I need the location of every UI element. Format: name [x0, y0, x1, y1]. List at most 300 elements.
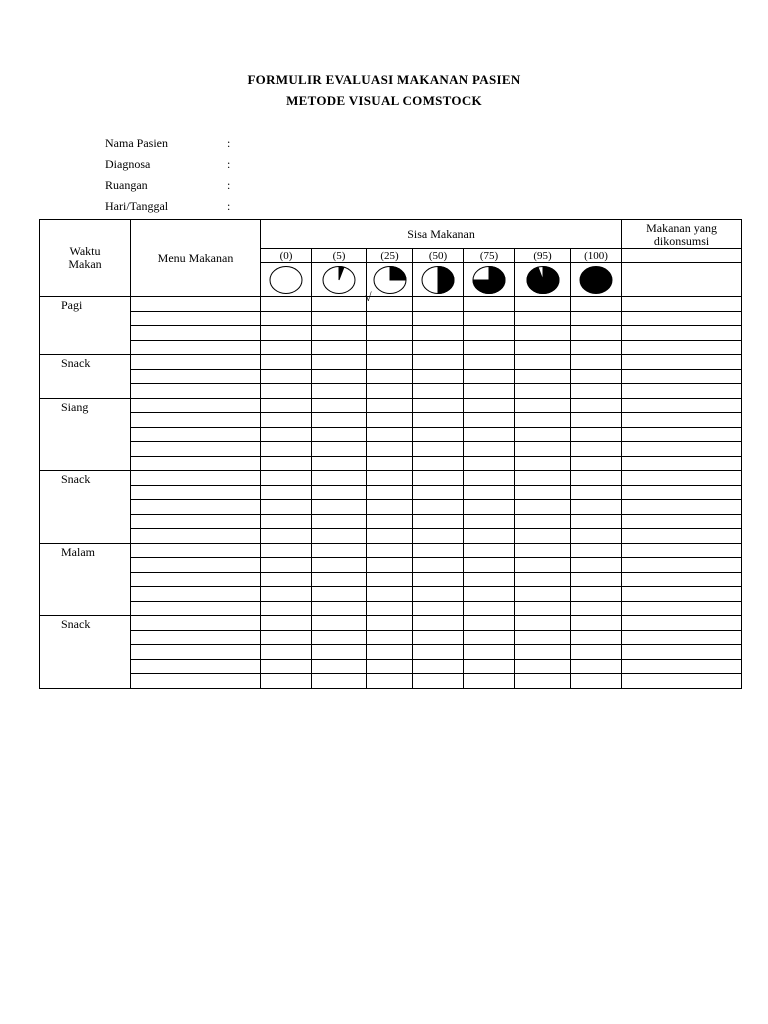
- menu-input-cell[interactable]: [131, 485, 261, 500]
- sisa-input-cell[interactable]: [312, 645, 367, 660]
- sisa-input-cell[interactable]: [261, 514, 312, 529]
- menu-input-cell[interactable]: [131, 674, 261, 689]
- sisa-input-cell[interactable]: [571, 471, 622, 486]
- menu-input-cell[interactable]: [131, 369, 261, 384]
- sisa-pie-icon: [420, 265, 456, 295]
- sisa-input-cell[interactable]: [312, 355, 367, 370]
- header-waktu-line1: Waktu: [69, 244, 101, 258]
- dikonsumsi-input-cell[interactable]: [622, 471, 742, 486]
- sisa-input-cell[interactable]: [515, 572, 571, 587]
- dikonsumsi-input-cell[interactable]: [622, 601, 742, 616]
- sisa-input-cell[interactable]: [413, 340, 464, 355]
- sisa-input-cell[interactable]: [571, 601, 622, 616]
- dikonsumsi-input-cell[interactable]: [622, 558, 742, 573]
- tick-mark: √: [365, 290, 372, 304]
- sisa-input-cell[interactable]: [413, 311, 464, 326]
- menu-input-cell[interactable]: [131, 500, 261, 515]
- sisa-input-cell[interactable]: [571, 398, 622, 413]
- sisa-input-cell[interactable]: [571, 587, 622, 602]
- sisa-input-cell[interactable]: [413, 674, 464, 689]
- table-row: [40, 558, 742, 573]
- sisa-input-cell[interactable]: [367, 355, 413, 370]
- sisa-input-cell[interactable]: [464, 427, 515, 442]
- sisa-input-cell[interactable]: [261, 630, 312, 645]
- sisa-input-cell[interactable]: [312, 326, 367, 341]
- dikonsumsi-input-cell[interactable]: [622, 384, 742, 399]
- table-row: [40, 514, 742, 529]
- sisa-input-cell[interactable]: [367, 384, 413, 399]
- sisa-input-cell[interactable]: [571, 659, 622, 674]
- sisa-input-cell[interactable]: [312, 630, 367, 645]
- patient-info-colon: :: [227, 157, 231, 171]
- sisa-input-cell[interactable]: [464, 297, 515, 312]
- sisa-input-cell[interactable]: [515, 674, 571, 689]
- sisa-input-cell[interactable]: [571, 340, 622, 355]
- meal-time-label: Pagi: [61, 298, 83, 312]
- sisa-input-cell[interactable]: [261, 340, 312, 355]
- sisa-input-cell[interactable]: [464, 413, 515, 428]
- sisa-input-cell[interactable]: [413, 630, 464, 645]
- header-dikonsumsi: [622, 220, 742, 249]
- sisa-input-cell[interactable]: [515, 529, 571, 544]
- pie-filled: [580, 266, 612, 293]
- sisa-input-cell[interactable]: [515, 369, 571, 384]
- sisa-input-cell[interactable]: [413, 297, 464, 312]
- sisa-input-cell[interactable]: [464, 630, 515, 645]
- sisa-input-cell[interactable]: [515, 340, 571, 355]
- meal-time-cell: [40, 355, 131, 399]
- sisa-input-cell[interactable]: [261, 674, 312, 689]
- sisa-input-cell[interactable]: [261, 529, 312, 544]
- sisa-input-cell[interactable]: [413, 326, 464, 341]
- sisa-input-cell[interactable]: [515, 485, 571, 500]
- sisa-input-cell[interactable]: [464, 384, 515, 399]
- sisa-input-cell[interactable]: [261, 355, 312, 370]
- sisa-input-cell[interactable]: [367, 311, 413, 326]
- sisa-input-cell[interactable]: [515, 630, 571, 645]
- sisa-input-cell[interactable]: [312, 543, 367, 558]
- table-row: [40, 340, 742, 355]
- sisa-input-cell[interactable]: [515, 355, 571, 370]
- dikonsumsi-input-cell[interactable]: [622, 543, 742, 558]
- sisa-level-label: (0): [261, 249, 312, 263]
- meal-time-cell: [40, 616, 131, 689]
- sisa-input-cell[interactable]: [464, 442, 515, 457]
- sisa-input-cell[interactable]: [367, 601, 413, 616]
- sisa-input-cell[interactable]: [367, 485, 413, 500]
- sisa-input-cell[interactable]: [464, 326, 515, 341]
- dikonsumsi-input-cell[interactable]: [622, 514, 742, 529]
- menu-input-cell[interactable]: [131, 543, 261, 558]
- sisa-input-cell[interactable]: [413, 384, 464, 399]
- sisa-input-cell[interactable]: [413, 659, 464, 674]
- sisa-input-cell[interactable]: [464, 616, 515, 631]
- dikonsumsi-input-cell[interactable]: [622, 659, 742, 674]
- table-row: [40, 442, 742, 457]
- sisa-input-cell[interactable]: [571, 355, 622, 370]
- sisa-input-cell[interactable]: [312, 659, 367, 674]
- sisa-input-cell[interactable]: [367, 456, 413, 471]
- sisa-pie-icon: [268, 265, 304, 295]
- menu-input-cell[interactable]: [131, 355, 261, 370]
- header-sisa-label: Sisa Makanan: [407, 226, 475, 241]
- sisa-input-cell[interactable]: [464, 558, 515, 573]
- sisa-input-cell[interactable]: [571, 558, 622, 573]
- sisa-input-cell[interactable]: [261, 587, 312, 602]
- sisa-input-cell[interactable]: [515, 297, 571, 312]
- sisa-input-cell[interactable]: [365, 290, 413, 312]
- sisa-input-cell[interactable]: [261, 427, 312, 442]
- sisa-input-cell[interactable]: [515, 616, 571, 631]
- sisa-pie-cell: [515, 263, 571, 297]
- sisa-input-cell[interactable]: [261, 384, 312, 399]
- sisa-input-cell[interactable]: [413, 413, 464, 428]
- meal-time-label: Malam: [61, 544, 95, 559]
- sisa-input-cell[interactable]: [515, 659, 571, 674]
- sisa-input-cell[interactable]: [464, 456, 515, 471]
- table-row: [40, 674, 742, 689]
- sisa-input-cell[interactable]: [515, 398, 571, 413]
- meal-time-cell: [40, 471, 131, 544]
- sisa-input-cell[interactable]: [464, 601, 515, 616]
- sisa-input-cell[interactable]: [571, 500, 622, 515]
- sisa-input-cell[interactable]: [515, 413, 571, 428]
- sisa-input-cell[interactable]: [464, 645, 515, 660]
- sisa-input-cell[interactable]: [312, 485, 367, 500]
- menu-input-cell[interactable]: [131, 471, 261, 486]
- sisa-input-cell[interactable]: [261, 485, 312, 500]
- sisa-input-cell[interactable]: [367, 587, 413, 602]
- menu-input-cell[interactable]: [131, 659, 261, 674]
- table-row: [40, 659, 742, 674]
- sisa-input-cell[interactable]: [515, 326, 571, 341]
- sisa-input-cell[interactable]: [413, 587, 464, 602]
- dikonsumsi-input-cell[interactable]: [622, 340, 742, 355]
- sisa-input-cell[interactable]: [312, 514, 367, 529]
- sisa-input-cell[interactable]: [261, 326, 312, 341]
- pie-slice: [438, 266, 454, 293]
- dikonsumsi-input-cell[interactable]: [622, 297, 742, 312]
- sisa-input-cell[interactable]: [571, 427, 622, 442]
- sisa-input-cell[interactable]: [312, 442, 367, 457]
- table-row: [40, 297, 742, 312]
- menu-input-cell[interactable]: [131, 398, 261, 413]
- dikonsumsi-input-cell[interactable]: [622, 529, 742, 544]
- sisa-input-cell[interactable]: [464, 311, 515, 326]
- menu-input-cell[interactable]: [131, 529, 261, 544]
- menu-input-cell[interactable]: [131, 384, 261, 399]
- menu-input-cell[interactable]: [131, 340, 261, 355]
- sisa-input-cell[interactable]: [312, 398, 367, 413]
- sisa-input-cell[interactable]: [367, 427, 413, 442]
- sisa-input-cell[interactable]: [464, 674, 515, 689]
- sisa-input-cell[interactable]: [261, 297, 312, 312]
- patient-info-label: Hari/Tanggal: [105, 199, 169, 213]
- table-row: [40, 529, 742, 544]
- sisa-input-cell[interactable]: [464, 500, 515, 515]
- sisa-input-cell[interactable]: [367, 616, 413, 631]
- sisa-input-cell[interactable]: [571, 311, 622, 326]
- sisa-input-cell[interactable]: [413, 355, 464, 370]
- sisa-level-label: (5): [312, 249, 367, 263]
- sisa-input-cell[interactable]: [261, 369, 312, 384]
- sisa-input-cell[interactable]: [413, 645, 464, 660]
- pie-slice: [527, 266, 559, 293]
- sisa-input-cell[interactable]: [515, 384, 571, 399]
- sisa-input-cell[interactable]: [367, 572, 413, 587]
- sisa-input-cell[interactable]: [312, 311, 367, 326]
- sisa-input-cell[interactable]: [413, 485, 464, 500]
- menu-input-cell[interactable]: [131, 587, 261, 602]
- sisa-input-cell[interactable]: [312, 500, 367, 515]
- sisa-input-cell[interactable]: [312, 427, 367, 442]
- header-dikonsumsi-line1: Makanan yang: [646, 220, 718, 235]
- sisa-input-cell[interactable]: [413, 369, 464, 384]
- sisa-input-cell[interactable]: [571, 616, 622, 631]
- menu-input-cell[interactable]: [131, 616, 261, 631]
- dikonsumsi-input-cell[interactable]: [622, 442, 742, 457]
- menu-input-cell[interactable]: [131, 456, 261, 471]
- sisa-input-cell[interactable]: [367, 514, 413, 529]
- sisa-input-cell[interactable]: [413, 442, 464, 457]
- header-sisa-makanan: [261, 220, 622, 249]
- meal-time-label: Siang: [61, 399, 89, 414]
- sisa-input-cell[interactable]: [464, 340, 515, 355]
- sisa-input-cell[interactable]: [571, 297, 622, 312]
- sisa-input-cell[interactable]: [312, 558, 367, 573]
- sisa-input-cell[interactable]: [367, 543, 413, 558]
- sisa-input-cell[interactable]: [515, 427, 571, 442]
- sisa-input-cell[interactable]: [413, 427, 464, 442]
- sisa-input-cell[interactable]: [413, 398, 464, 413]
- sisa-input-cell[interactable]: [413, 558, 464, 573]
- sisa-input-cell[interactable]: [571, 572, 622, 587]
- sisa-input-cell[interactable]: [571, 413, 622, 428]
- sisa-input-cell[interactable]: [261, 456, 312, 471]
- sisa-input-cell[interactable]: [312, 601, 367, 616]
- sisa-input-cell[interactable]: [261, 311, 312, 326]
- sisa-input-cell[interactable]: [312, 529, 367, 544]
- meal-time-label: Snack: [61, 356, 91, 370]
- sisa-input-cell[interactable]: [367, 326, 413, 341]
- sisa-input-cell[interactable]: [261, 572, 312, 587]
- dikonsumsi-input-cell[interactable]: [622, 674, 742, 689]
- table-row: [40, 427, 742, 442]
- sisa-input-cell[interactable]: [515, 587, 571, 602]
- sisa-input-cell[interactable]: [464, 659, 515, 674]
- sisa-input-cell[interactable]: [367, 529, 413, 544]
- sisa-input-cell[interactable]: [571, 369, 622, 384]
- sisa-input-cell[interactable]: [515, 456, 571, 471]
- dikonsumsi-input-cell[interactable]: [622, 326, 742, 341]
- sisa-input-cell[interactable]: [261, 645, 312, 660]
- menu-input-cell[interactable]: [131, 514, 261, 529]
- dikonsumsi-input-cell[interactable]: [622, 355, 742, 370]
- dikonsumsi-input-cell[interactable]: [622, 369, 742, 384]
- sisa-input-cell[interactable]: [515, 558, 571, 573]
- patient-info-colon: :: [227, 136, 231, 150]
- sisa-input-cell[interactable]: [367, 369, 413, 384]
- menu-input-cell[interactable]: [131, 572, 261, 587]
- sisa-input-cell[interactable]: [464, 572, 515, 587]
- dikonsumsi-input-cell[interactable]: [622, 500, 742, 515]
- sisa-input-cell[interactable]: [312, 369, 367, 384]
- sisa-input-cell[interactable]: [261, 558, 312, 573]
- sisa-input-cell[interactable]: [571, 326, 622, 341]
- menu-input-cell[interactable]: [131, 326, 261, 341]
- sisa-pie-cell: [413, 263, 464, 297]
- sisa-input-cell[interactable]: [261, 616, 312, 631]
- sisa-input-cell[interactable]: [571, 384, 622, 399]
- table-row: [40, 369, 742, 384]
- sisa-pie-cell: [261, 263, 312, 297]
- table-row: [40, 500, 742, 515]
- sisa-input-cell[interactable]: [367, 500, 413, 515]
- sisa-input-cell[interactable]: [312, 384, 367, 399]
- header-menu-makanan: [131, 220, 261, 297]
- sisa-input-cell[interactable]: [464, 485, 515, 500]
- sisa-input-cell[interactable]: [571, 485, 622, 500]
- table-row: [40, 355, 742, 370]
- menu-input-cell[interactable]: [131, 645, 261, 660]
- sisa-input-cell[interactable]: [261, 601, 312, 616]
- sisa-input-cell[interactable]: [367, 471, 413, 486]
- sisa-input-cell[interactable]: [515, 601, 571, 616]
- menu-input-cell[interactable]: [131, 601, 261, 616]
- sisa-input-cell[interactable]: [261, 471, 312, 486]
- dikonsumsi-input-cell[interactable]: [622, 427, 742, 442]
- menu-input-cell[interactable]: [131, 311, 261, 326]
- sisa-input-cell[interactable]: [261, 500, 312, 515]
- sisa-input-cell[interactable]: [413, 471, 464, 486]
- sisa-input-cell[interactable]: [367, 659, 413, 674]
- sisa-input-cell[interactable]: [515, 471, 571, 486]
- sisa-pie-icon: [578, 265, 614, 295]
- menu-input-cell[interactable]: [131, 558, 261, 573]
- sisa-pie-cell: [464, 263, 515, 297]
- sisa-input-cell[interactable]: [261, 398, 312, 413]
- sisa-input-cell[interactable]: [464, 543, 515, 558]
- sisa-input-cell[interactable]: [571, 529, 622, 544]
- dikonsumsi-input-cell[interactable]: [622, 616, 742, 631]
- sisa-input-cell[interactable]: [464, 587, 515, 602]
- sisa-input-cell[interactable]: [312, 456, 367, 471]
- dikonsumsi-input-cell[interactable]: [622, 398, 742, 413]
- sisa-input-cell[interactable]: [515, 500, 571, 515]
- sisa-input-cell[interactable]: [312, 413, 367, 428]
- sisa-input-cell[interactable]: [312, 674, 367, 689]
- sisa-input-cell[interactable]: [464, 514, 515, 529]
- sisa-input-cell[interactable]: [515, 311, 571, 326]
- table-row: [40, 587, 742, 602]
- table-row: [40, 456, 742, 471]
- dikonsumsi-input-cell[interactable]: [622, 587, 742, 602]
- dikonsumsi-input-cell[interactable]: [622, 311, 742, 326]
- dikonsumsi-input-cell[interactable]: [622, 413, 742, 428]
- sisa-input-cell[interactable]: [571, 630, 622, 645]
- sisa-input-cell[interactable]: [413, 514, 464, 529]
- header-waktu-line2: Makan: [68, 257, 102, 271]
- sisa-input-cell[interactable]: [515, 442, 571, 457]
- sisa-input-cell[interactable]: [367, 340, 413, 355]
- sisa-input-cell[interactable]: [515, 645, 571, 660]
- sisa-input-cell[interactable]: [464, 471, 515, 486]
- dikonsumsi-subcell: [622, 263, 742, 297]
- sisa-input-cell[interactable]: [367, 398, 413, 413]
- sisa-input-cell[interactable]: [367, 630, 413, 645]
- menu-input-cell[interactable]: [131, 442, 261, 457]
- sisa-input-cell[interactable]: [413, 572, 464, 587]
- sisa-input-cell[interactable]: [367, 645, 413, 660]
- sisa-input-cell[interactable]: [367, 674, 413, 689]
- sisa-input-cell[interactable]: [312, 471, 367, 486]
- dikonsumsi-input-cell[interactable]: [622, 485, 742, 500]
- sisa-input-cell[interactable]: [413, 616, 464, 631]
- menu-input-cell[interactable]: [131, 427, 261, 442]
- sisa-input-cell[interactable]: [367, 442, 413, 457]
- sisa-input-cell[interactable]: [571, 514, 622, 529]
- sisa-input-cell[interactable]: [312, 297, 367, 312]
- sisa-input-cell[interactable]: [464, 355, 515, 370]
- table-row: [40, 616, 742, 631]
- sisa-input-cell[interactable]: [571, 645, 622, 660]
- sisa-pie-cell: [312, 263, 367, 297]
- sisa-input-cell[interactable]: [413, 500, 464, 515]
- dikonsumsi-input-cell[interactable]: [622, 456, 742, 471]
- sisa-input-cell[interactable]: [464, 529, 515, 544]
- sisa-pie-icon: [471, 265, 507, 295]
- sisa-input-cell[interactable]: [413, 529, 464, 544]
- sisa-input-cell[interactable]: [571, 456, 622, 471]
- header-dikonsumsi-line2: dikonsumsi: [653, 233, 710, 248]
- dikonsumsi-input-cell[interactable]: [622, 630, 742, 645]
- sisa-input-cell[interactable]: [312, 340, 367, 355]
- sisa-input-cell[interactable]: [312, 587, 367, 602]
- menu-input-cell[interactable]: [131, 297, 261, 312]
- sisa-input-cell[interactable]: [413, 601, 464, 616]
- sisa-input-cell[interactable]: [261, 442, 312, 457]
- meal-time-label: Snack: [61, 472, 91, 486]
- sisa-input-cell[interactable]: [515, 543, 571, 558]
- sisa-input-cell[interactable]: [413, 456, 464, 471]
- sisa-input-cell[interactable]: [571, 442, 622, 457]
- sisa-input-cell[interactable]: [312, 616, 367, 631]
- sisa-pie-icon: [321, 265, 357, 295]
- sisa-input-cell[interactable]: [261, 659, 312, 674]
- menu-input-cell[interactable]: [131, 630, 261, 645]
- sisa-input-cell[interactable]: [413, 543, 464, 558]
- sisa-input-cell[interactable]: [464, 369, 515, 384]
- sisa-input-cell[interactable]: [312, 572, 367, 587]
- sisa-input-cell[interactable]: [464, 398, 515, 413]
- table-row: [40, 601, 742, 616]
- sisa-input-cell[interactable]: [571, 674, 622, 689]
- dikonsumsi-subcell: [622, 249, 742, 263]
- sisa-input-cell[interactable]: [515, 514, 571, 529]
- table-row: [40, 326, 742, 341]
- sisa-input-cell[interactable]: [367, 413, 413, 428]
- dikonsumsi-input-cell[interactable]: [622, 645, 742, 660]
- dikonsumsi-input-cell[interactable]: [622, 572, 742, 587]
- sisa-input-cell[interactable]: [261, 413, 312, 428]
- sisa-input-cell[interactable]: [261, 543, 312, 558]
- sisa-input-cell[interactable]: [571, 543, 622, 558]
- table-row: [40, 572, 742, 587]
- menu-input-cell[interactable]: [131, 413, 261, 428]
- sisa-input-cell[interactable]: [367, 558, 413, 573]
- table-row: [40, 471, 742, 486]
- sisa-pie-cell: [367, 263, 413, 297]
